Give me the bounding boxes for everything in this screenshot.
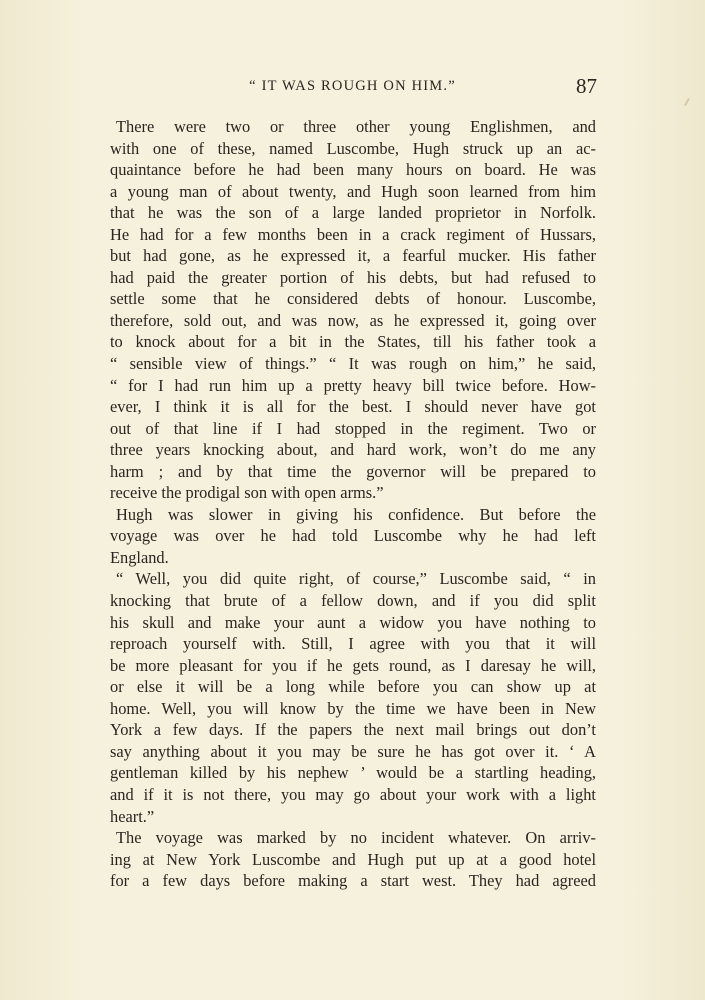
text-line: ever, I think it is all for the best. I should never have got (110, 397, 596, 417)
text-line: England. (110, 547, 169, 567)
text-line: ing at New York Luscombe and Hugh put up at a good hotel (110, 849, 596, 869)
text-line: Hugh was slower in giving his confidence. But before the (116, 504, 596, 524)
text-line: his skull and make your aunt a widow you have nothing to (110, 612, 596, 632)
text-line: receive the prodigal son with open arms.” (110, 483, 384, 503)
text-line: York a few days. If the papers the next mail brings out don’t (110, 720, 596, 740)
page-number: 87 (576, 74, 597, 98)
body-text (110, 116, 596, 892)
running-head (0, 76, 705, 100)
text-line: knocking that brute of a fellow down, and if you did split (110, 591, 596, 611)
text-line: three years knocking about, and hard work, won’t do me any (110, 440, 596, 460)
text-line: harm ; and by that time the governor will be prepared to (110, 461, 596, 481)
text-line: had paid the greater portion of his debts, but had refused to (110, 267, 596, 287)
text-line: reproach yourself with. Still, I agree with you that it will (110, 634, 596, 654)
text-line: therefore, sold out, and was now, as he expressed it, going over (110, 310, 596, 330)
text-line: or else it will be a long while before you can show up at (110, 677, 596, 697)
text-line: be more pleasant for you if he gets round, as I daresay he will, (110, 655, 596, 675)
text-line: with one of these, named Luscombe, Hugh struck up an ac- (110, 138, 596, 158)
text-line: “ for I had run him up a pretty heavy bill twice before. How- (110, 375, 596, 395)
text-line: to knock about for a bit in the States, till his father took a (110, 332, 596, 352)
text-line: for a few days before making a start west. They had agreed (110, 871, 596, 891)
text-line: The voyage was marked by no incident whatever. On arriv- (116, 828, 596, 848)
running-title: “ IT WAS ROUGH ON HIM.” (249, 78, 456, 94)
text-line: heart.” (110, 806, 155, 826)
text-line: voyage was over he had told Luscombe why he had left (110, 526, 596, 546)
text-line: a young man of about twenty, and Hugh soon learned from him (110, 181, 596, 201)
text-line: but had gone, as he expressed it, a fearful mucker. His father (110, 246, 596, 266)
text-line: gentleman killed by his nephew ’ would be a startling heading, (110, 763, 596, 783)
text-line: out of that line if I had stopped in the regiment. Two or (110, 418, 596, 438)
text-line: quaintance before he had been many hours on board. He was (110, 160, 596, 180)
text-line: and if it is not there, you may go about your work with a light (110, 784, 596, 804)
text-line: home. Well, you will know by the time we have been in New (110, 698, 596, 718)
text-line: He had for a few months been in a crack regiment of Hussars, (110, 224, 596, 244)
text-line: “ Well, you did quite right, of course,” Luscombe said, “ in (116, 569, 596, 589)
text-line: that he was the son of a large landed proprietor in Norfolk. (110, 203, 596, 223)
text-line: There were two or three other young Englishmen, and (116, 117, 596, 136)
text-line: “ sensible view of things.” “ It was rough on him,” he said, (110, 354, 596, 374)
text-line: settle some that he considered debts of honour. Luscombe, (110, 289, 596, 309)
text-line: say anything about it you may be sure he has got over it. ‘ A (110, 741, 596, 761)
